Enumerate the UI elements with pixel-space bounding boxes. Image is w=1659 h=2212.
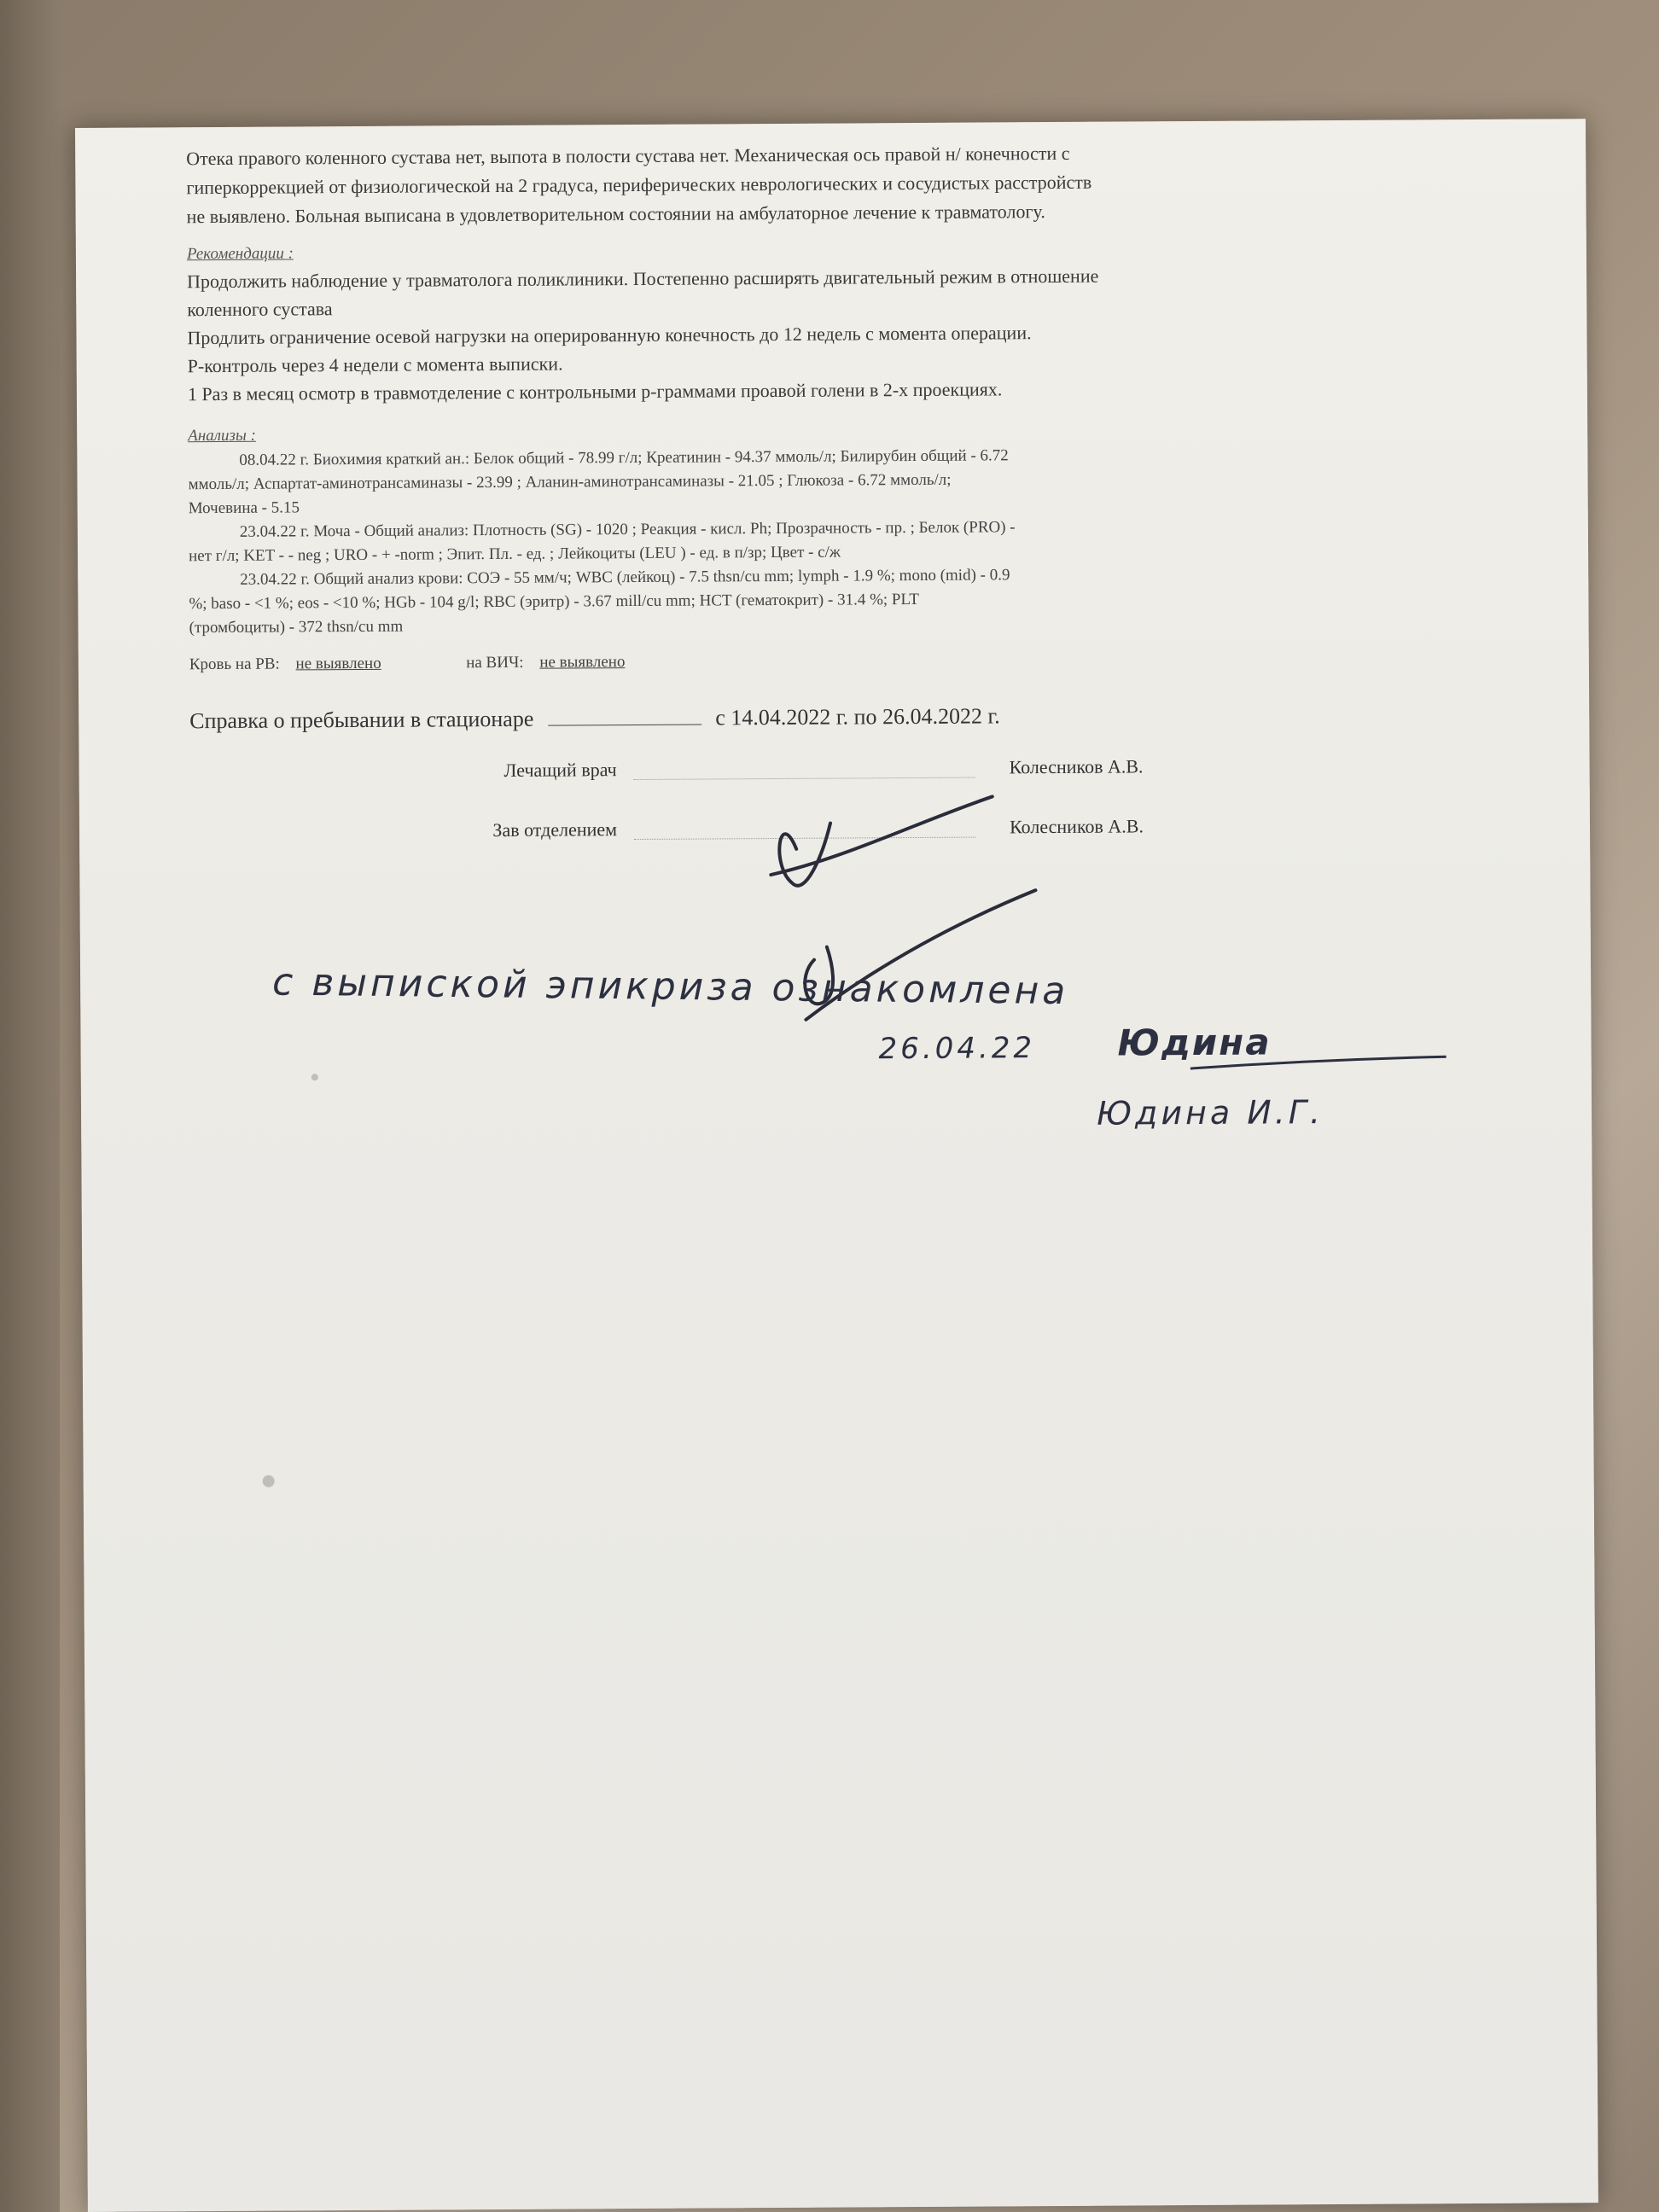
analyses-title: Анализы : — [188, 426, 256, 445]
analysis-biochem-line: ммоль/л; Аспартат-аминотрансаминазы - 23.99 ; Аланин-аминотрансаминазы - 21.05 ; Глюкоза - 6.72 ммоль/л; — [188, 470, 952, 494]
table-surface — [0, 0, 60, 2212]
stay-blank-line — [548, 725, 701, 726]
stay-from-date: 14.04.2022 г. — [731, 704, 849, 731]
signature-name: Колесников А.В. — [1009, 755, 1144, 778]
recommendation-line: Р-контроль через 4 недели с момента выписки. — [187, 352, 563, 377]
handwritten-name: Юдина И.Г. — [1096, 1093, 1324, 1132]
analysis-blood-line: 23.04.22 г. Общий анализ крови: СОЭ - 55 мм/ч; WBC (лейкоц) - 7.5 thsn/cu mm; lymph - 1.9 %; mono (mid) - 0.9 — [240, 566, 1010, 589]
stay-label: Справка о пребывании в стационаре — [189, 706, 534, 734]
stay-to-date: 26.04.2022 г. — [882, 703, 1000, 730]
signature-line — [634, 777, 975, 780]
document-page — [75, 119, 1598, 2212]
hiv-label: на ВИЧ: — [466, 653, 524, 672]
signature-name: Колесников А.В. — [1009, 815, 1144, 838]
stay-certificate — [189, 701, 1521, 735]
recommendation-line: Продолжить наблюдение у травматолога поликлиники. Постепенно расширять двигательный режим в отношение — [187, 265, 1099, 293]
analysis-urine-line: 23.04.22 г. Моча - Общий анализ: Плотность (SG) - 1020 ; Реакция - кисл. Ph; Прозрачность - пр. ; Белок (PRO) - — [239, 518, 1016, 541]
stay-from-prefix: с — [715, 705, 725, 731]
recommendation-line: коленного сустава — [187, 298, 333, 321]
document-body — [186, 137, 1522, 858]
handwritten-acknowledgement: с выпиской эпикриза ознакомлена — [271, 960, 1069, 1014]
analysis-biochem-line: 08.04.22 г. Биохимия краткий ан.: Белок общий - 78.99 г/л; Креатинин - 94.37 ммоль/л; Билирубин общий - 6.72 — [239, 446, 1009, 469]
recommendation-line: Продлить ограничение осевой нагрузки на оперированную конечность до 12 недель с момента операции. — [187, 322, 1032, 349]
signature-role: Лечащий врач — [504, 759, 617, 781]
intro-line: Отека правого коленного сустава нет, выпота в полости сустава нет. Механическая ось правой н/ конечности с — [186, 142, 1070, 170]
doctor-signature-mark — [745, 788, 1071, 1062]
blood-rv-value: не выявлено — [295, 654, 381, 673]
analysis-blood-line: %; baso - <1 %; eos - <10 %; HGb - 104 g/l; RBC (эритр) - 3.67 mill/cu mm; HCT (гематокрит) - 31.4 %; PLT — [189, 590, 919, 614]
ink-smudge — [263, 1476, 275, 1487]
signature-underline — [1190, 1041, 1464, 1077]
stay-to-prefix: по — [853, 704, 877, 730]
recommendation-line: 1 Раз в месяц осмотр в травмотделение с контрольными р-граммами проавой голени в 2-х проекциях. — [187, 378, 1003, 405]
signature-role: Зав отделением — [492, 818, 618, 841]
intro-line: гиперкоррекцией от физиологической на 2 градуса, периферических неврологических и сосудистых расстройств — [186, 171, 1092, 199]
analysis-urine-line: нет г/л; KET - - neg ; URO - + -norm ; Эпит. Пл. - ед. ; Лейкоциты (LEU ) - ед. в п/зр; Цвет - с/ж — [189, 543, 841, 566]
ink-smudge — [311, 1074, 318, 1080]
intro-line: не выявлено. Больная выписана в удовлетворительном состоянии на амбулаторное лечение к травматологу. — [186, 201, 1045, 228]
patient-signature: Юдина — [1117, 1021, 1272, 1064]
blood-rv-label: Кровь на РВ: — [189, 655, 280, 674]
recommendations-title: Рекомендации : — [186, 244, 294, 264]
hiv-value: не выявлено — [539, 653, 626, 672]
handwritten-date: 26.04.22 — [878, 1031, 1036, 1067]
analysis-biochem-line: Мочевина - 5.15 — [188, 498, 300, 518]
blood-tests-row — [189, 648, 1521, 675]
analysis-blood-line: (тромбоциты) - 372 thsn/cu mm — [189, 617, 404, 637]
